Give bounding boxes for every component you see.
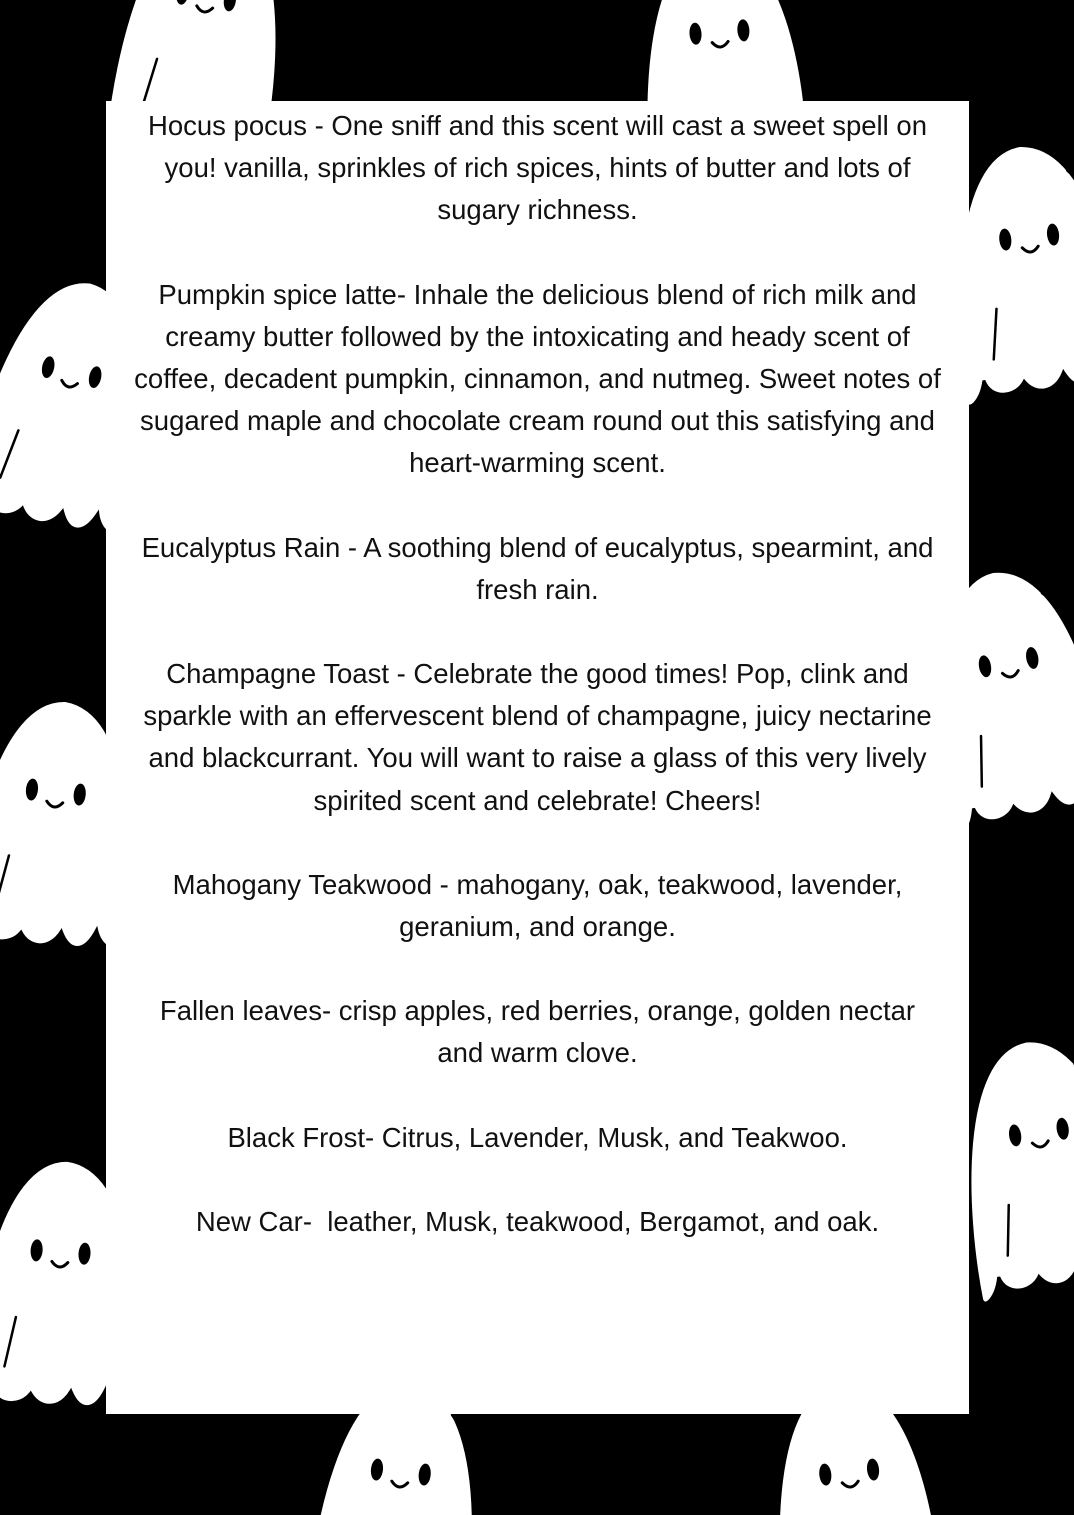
scent-new-car: New Car- leather, Musk, teakwood, Bergamot, and oak.	[195, 1205, 880, 1237]
scent-description-page	[106, 101, 969, 1414]
scent-mahogany-teakwood: Mahogany Teakwood - mahogany, oak, teakwood, lavender, geranium, and orange.	[172, 868, 910, 943]
scent-hocus-pocus: Hocus pocus - One sniff and this scent will cast a sweet spell on you! vanilla, sprinkles of rich spices, hints of butter and lots of sugary richness.	[147, 110, 935, 226]
scent-champagne-toast: Champagne Toast - Celebrate the good times! Pop, clink and sparkle with an effervescent blend of champagne, juicy nectarine and blackcurrant. You will want to raise a glass of this very lively spirited scent and celebrate! Cheers!	[143, 658, 940, 816]
scent-black-frost: Black Frost- Citrus, Lavender, Musk, and Teakwoo.	[227, 1121, 848, 1153]
scent-eucalyptus-rain: Eucalyptus Rain - A soothing blend of eucalyptus, spearmint, and fresh rain.	[141, 531, 942, 605]
scent-fallen-leaves: Fallen leaves- crisp apples, red berries, orange, golden nectar and warm clove.	[159, 995, 923, 1069]
scent-pumpkin-spice-latte: Pumpkin spice latte- Inhale the delicious blend of rich milk and creamy butter followed by the intoxicating and heady scent of coffee, decadent pumpkin, cinnamon, and nutmeg. Sweet notes of sugared maple and chocolate cream round out this satisfying and heart-warming scent.	[134, 278, 949, 479]
